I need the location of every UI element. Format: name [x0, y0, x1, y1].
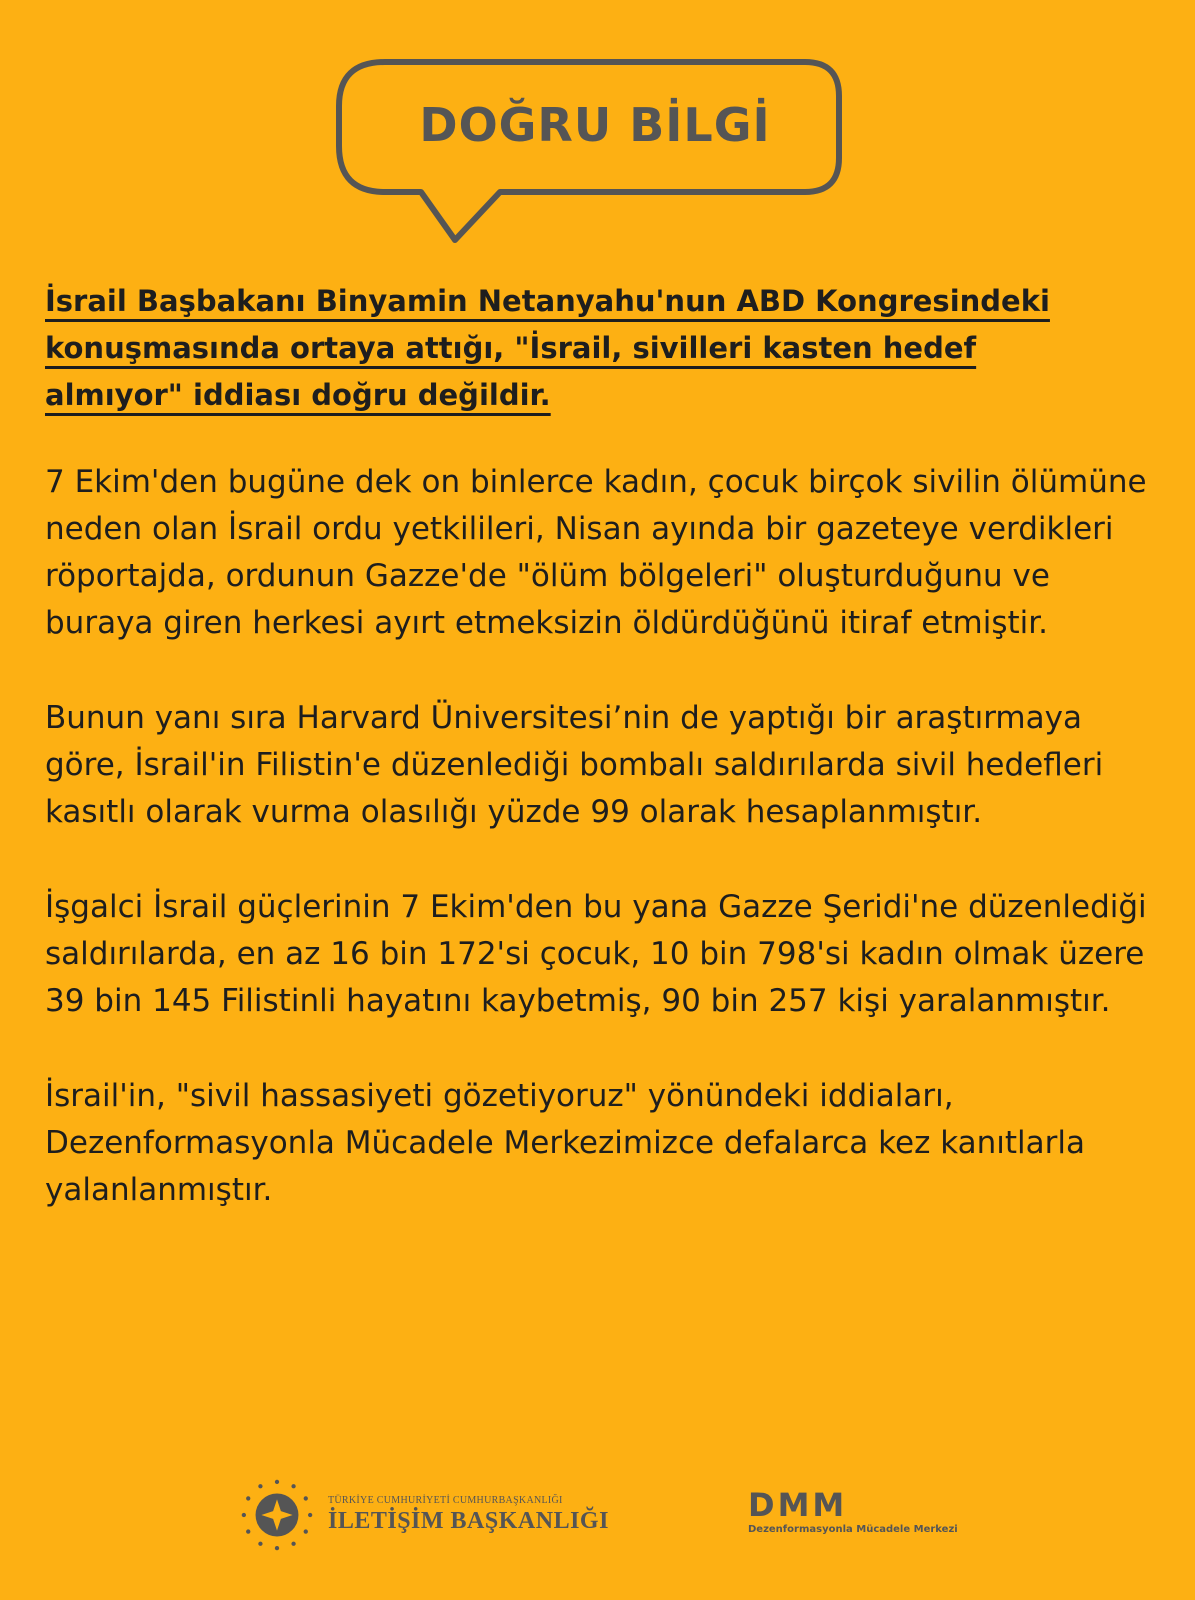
paragraph-1: 7 Ekim'den bugüne dek on binlerce kadın, çocuk birçok sivilin ölümüne neden olan İsrail ordu yetkilileri, Nisan ayında bir gazeteye verdikleri röportajda, ordunun Gazze'de "ölüm bölgeleri" oluşturduğunu ve buraya giren herkesi ayırt etmeksizin öldürdüğünü itiraf etmiştir. — [45, 464, 1147, 641]
iletisim-text — [328, 1495, 609, 1535]
iletisim-small-text: TÜRKİYE CUMHURİYETİ CUMHURBAŞKANLIĞI — [328, 1495, 563, 1506]
iletisim-logo — [238, 1475, 609, 1555]
article-body — [45, 278, 1165, 1262]
dmm-subtitle: Dezenformasyonla Mücadele Merkezi — [748, 1524, 958, 1535]
dmm-logo-text: DMM — [748, 1486, 848, 1524]
paragraph-4: İsrail'in, "sivil hassasiyeti gözetiyoruz" yönündeki iddiaları, Dezenformasyonla Mücadele Merkezimizce defalarca kez kanıtlarla yalanlanmıştır. — [45, 1078, 1085, 1208]
headline: İsrail Başbakanı Binyamin Netanyahu'nun ABD Kongresindeki konuşmasında ortaya attığı, "İsrail, sivilleri kasten hedef almıyor" iddiası doğru değildir. — [45, 284, 1050, 412]
paragraph-3: İşgalci İsrail güçlerinin 7 Ekim'den bu yana Gazze Şeridi'ne düzenlediği saldırılarda, en az 16 bin 172'si çocuk, 10 bin 798'si kadın olmak üzere 39 bin 145 Filistinli hayatını kaybetmiş, 90 bin 257 kişi yaralanmıştır. — [45, 889, 1147, 1019]
emblem-icon — [238, 1476, 316, 1554]
iletisim-large-text: İLETİŞİM BAŞKANLIĞI — [328, 1508, 609, 1534]
paragraph-2: Bunun yanı sıra Harvard Üniversitesi’nin de yaptığı bir araştırmaya göre, İsrail'in Filistin'e düzenlediği bombalı saldırılarda sivil hedefleri kasıtlı olarak vurma olasılığı yüzde 99 olarak hesaplanmıştır. — [45, 700, 1104, 830]
page-title: DOĞRU BİLGİ — [419, 98, 771, 152]
speech-bubble — [335, 58, 855, 244]
dmm-logo — [748, 1488, 958, 1535]
